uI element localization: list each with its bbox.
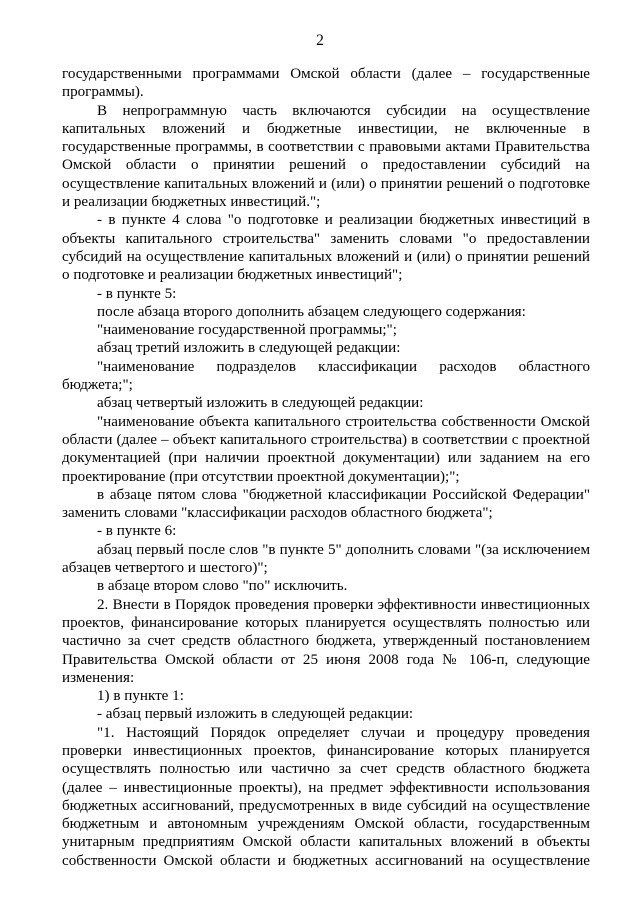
page-number: 2 bbox=[316, 32, 324, 49]
paragraph-9: абзац четвертый изложить в следующей редакции: bbox=[97, 395, 424, 412]
paragraph-17: - абзац первый изложить в следующей редакции: bbox=[97, 706, 414, 723]
paragraph-8: "наименование подразделов классификации расходов областного бюджета;"; bbox=[62, 358, 590, 394]
paragraph-14: в абзаце втором слово "по" исключить. bbox=[97, 578, 348, 595]
paragraph-3: - в пункте 4 слова "о подготовке и реализации бюджетных инвестиций в объекты капитального строительства" заменить словами "о предоставлении субсидий на осуществление капитальных вложений и (или) о принятии решений о подготовке и реализации бюджетных инвестиций"; bbox=[62, 212, 590, 284]
document-body bbox=[62, 65, 590, 870]
paragraph-13: абзац первый после слов "в пункте 5" дополнить словами "(за исключением абзацев четвертого и шестого)"; bbox=[62, 541, 590, 577]
paragraph-4: - в пункте 5: bbox=[97, 285, 177, 302]
paragraph-16: 1) в пункте 1: bbox=[97, 688, 184, 705]
paragraph-5: после абзаца второго дополнить абзацем следующего содержания: bbox=[97, 303, 526, 320]
paragraph-10: "наименование объекта капитального строительства собственности Омской области (далее – объект капитального строительства) в соответствии с проектной документацией (при наличии проектной документации) или заданием на его проектирование (при отсутствии проектной документации);"; bbox=[62, 413, 590, 485]
paragraph-2: В непрограммную часть включаются субсидии на осуществление капитальных вложений и бюджетные инвестиции, не включенные в государственные программы, в соответствии с правовыми актами Правительства Омской области о принятии решений о предоставлении субсидий на осуществление капитальных вложений и (или) о принятии решений о подготовке и реализации бюджетных инвестиций."; bbox=[62, 102, 590, 211]
paragraph-6: "наименование государственной программы;"; bbox=[97, 322, 397, 339]
paragraph-12: - в пункте 6: bbox=[97, 523, 177, 540]
paragraph-15: 2. Внести в Порядок проведения проверки эффективности инвестиционных проектов, финансирование которых планируется осуществлять полностью или частично за счет средств областного бюджета, утвержденный постановлением Правительства Омской области от 25 июня 2008 года № 106-п, следующие изменения: bbox=[62, 596, 590, 686]
paragraph-11: в абзаце пятом слова "бюджетной классификации Российской Федерации" заменить словами "классификации расходов областного бюджета"; bbox=[62, 486, 590, 522]
paragraph-1: государственными программами Омской области (далее – государственные программы). bbox=[62, 66, 590, 101]
paragraph-18: "1. Настоящий Порядок определяет случаи и процедуру проведения проверки инвестиционных проектов, финансирование которых планируется осуществлять полностью или частично за счет средств областного бюджета (далее – инвестиционные проекты), на предмет эффективности использования бюджетных ассигнований, предусмотренных в виде субсидий на осуществление бюджетным и автономным учреждениям Омской области, государственным унитарным предприятиям Омской области капитальных вложений в объекты собственности Омской области и бюджетных ассигнований на осуществление bbox=[62, 724, 590, 869]
paragraph-7: абзац третий изложить в следующей редакции: bbox=[97, 340, 401, 357]
